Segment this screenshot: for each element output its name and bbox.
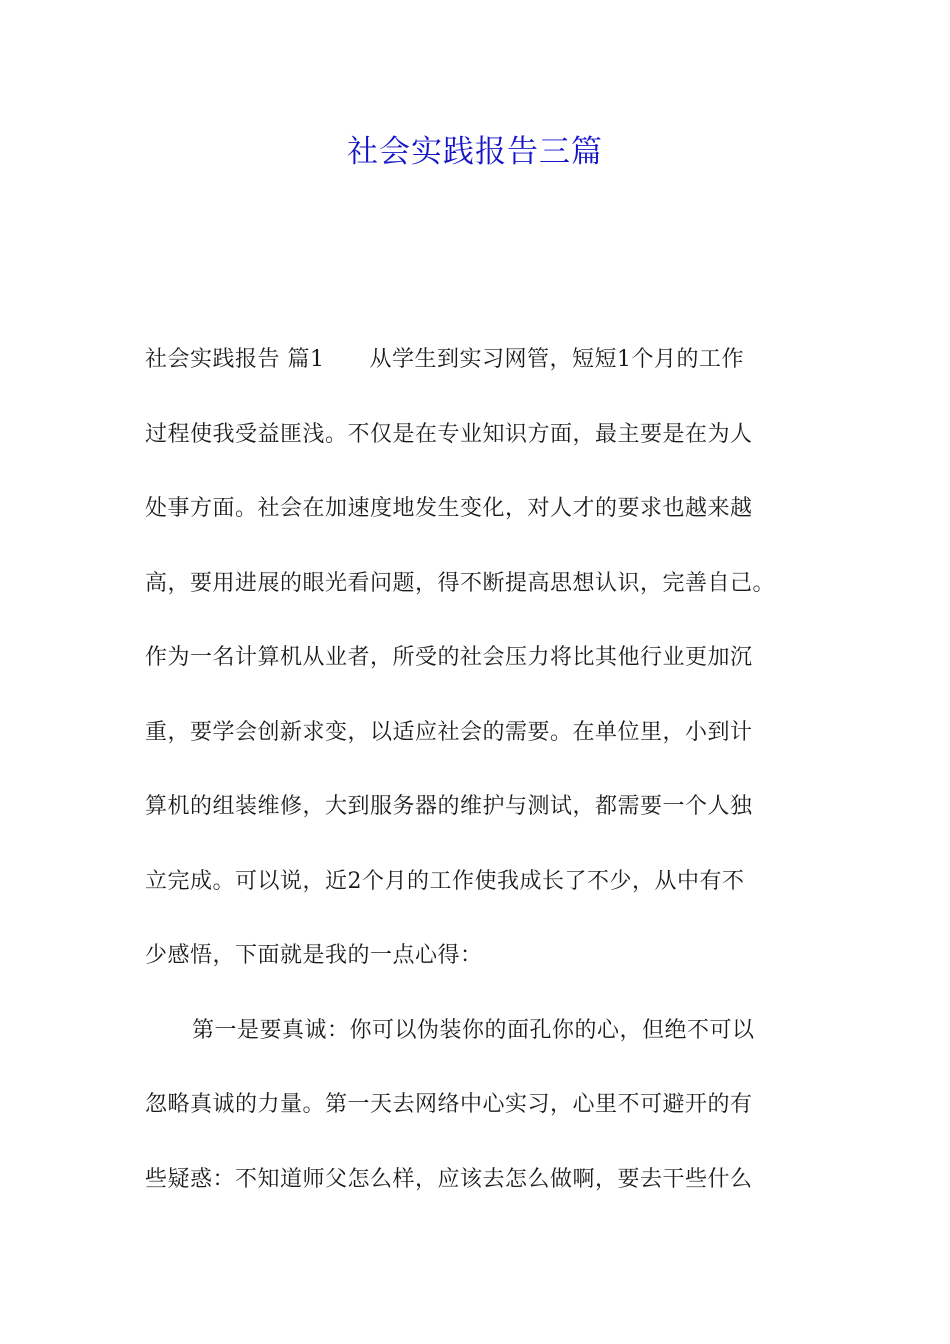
body-line: 社会实践报告 篇1 从学生到实习网管，短短1个月的工作: [145, 347, 744, 372]
document-title: 社会实践报告三篇: [347, 134, 603, 170]
document-body: [145, 336, 825, 1230]
body-line: 些疑惑：不知道师父怎么样，应该去怎么做啊，要去干些什么: [145, 1166, 753, 1192]
body-line: 立完成。可以说，近2个月的工作使我成长了不少，从中有不: [145, 868, 745, 894]
body-line-indented: 第一是要真诚：你可以伪装你的面孔你的心，但绝不可以: [192, 1017, 755, 1043]
body-line: 忽略真诚的力量。第一天去网络中心实习，心里不可避开的有: [145, 1092, 753, 1117]
body-line: 作为一名计算机从业者，所受的社会压力将比其他行业更加沉: [145, 645, 753, 670]
body-line: 高，要用进展的眼光看问题，得不断提高思想认识，完善自己。: [145, 570, 776, 596]
body-line: 过程使我受益匪浅。不仅是在专业知识方面，最主要是在为人: [145, 421, 753, 447]
body-line: 重，要学会创新求变，以适应社会的需要。在单位里，小到计: [145, 719, 753, 745]
body-line: 处事方面。社会在加速度地发生变化，对人才的要求也越来越: [145, 496, 753, 521]
body-line: 算机的组装维修，大到服务器的维护与测试，都需要一个人独: [145, 794, 753, 819]
body-line: 少感悟，下面就是我的一点心得：: [145, 943, 483, 968]
